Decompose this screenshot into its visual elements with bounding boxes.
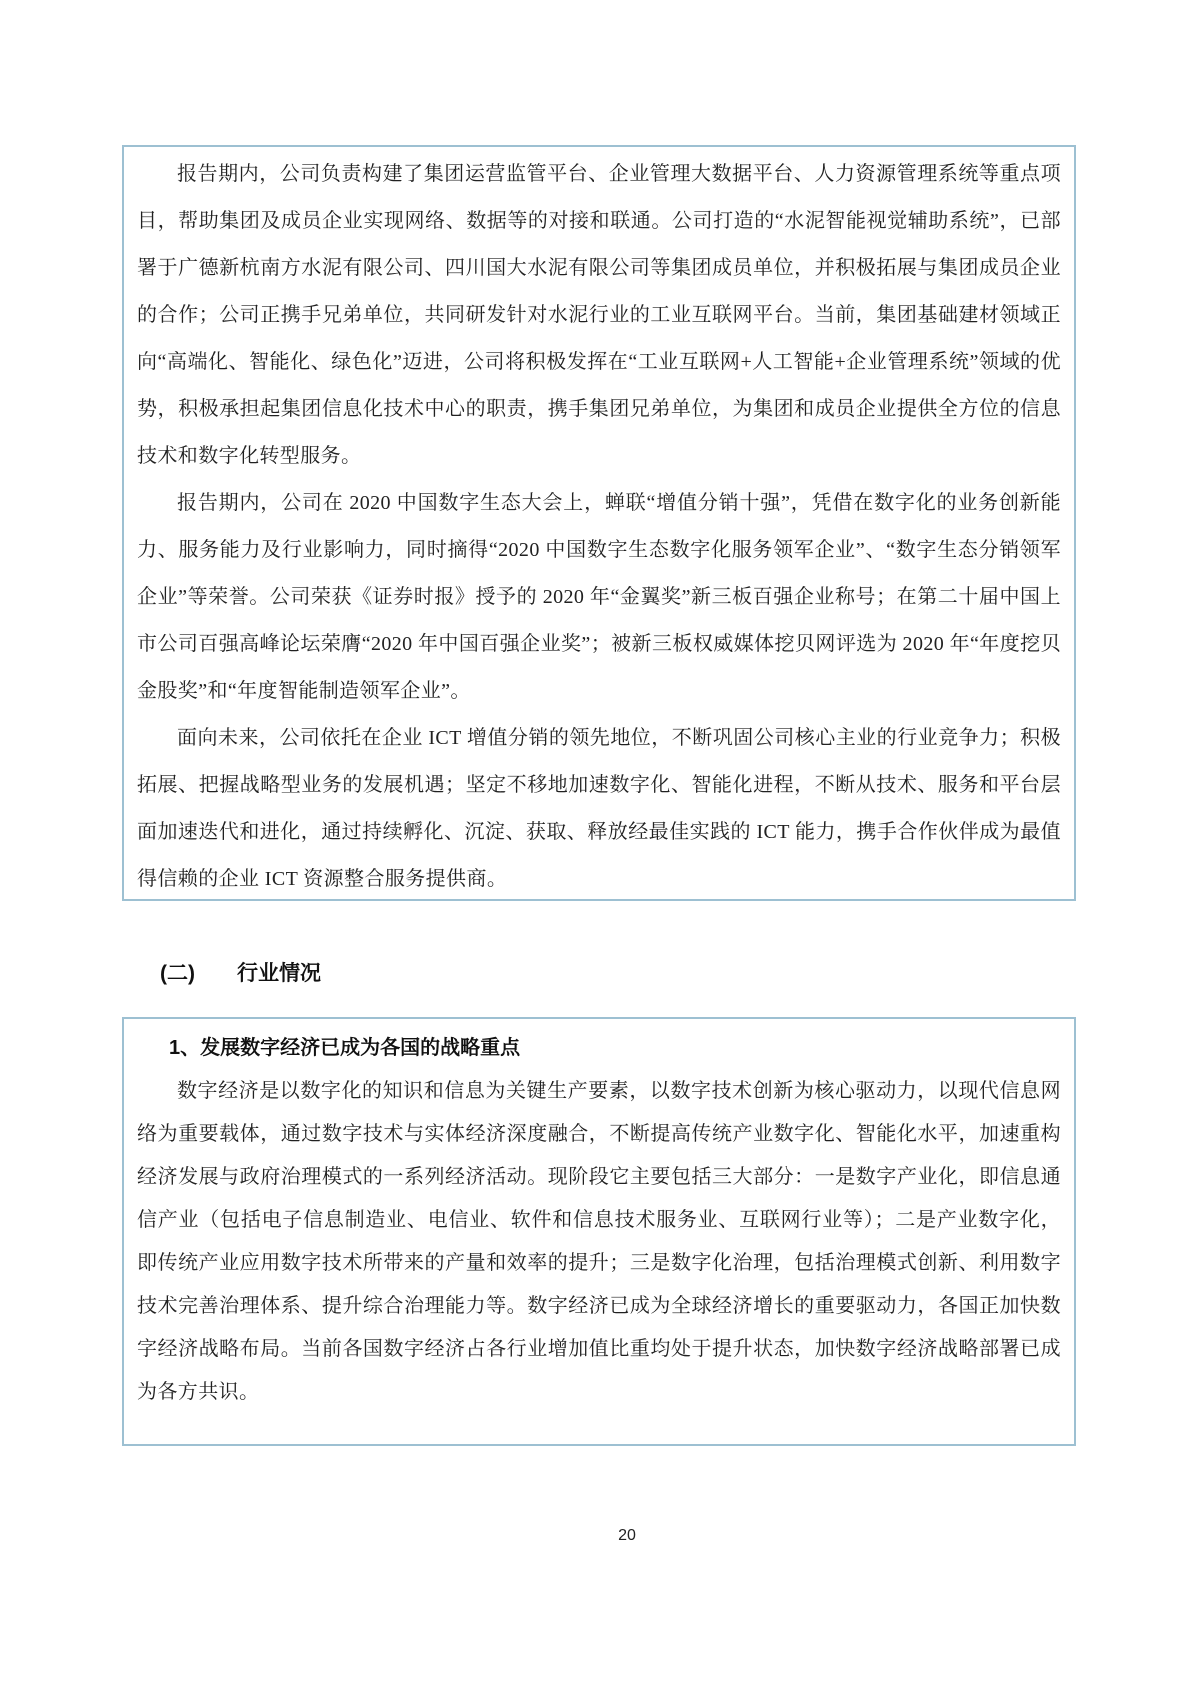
industry-overview-box bbox=[122, 1017, 1076, 1446]
paragraph-business-platforms: 报告期内，公司负责构建了集团运营监管平台、企业管理大数据平台、人力资源管理系统等重点项目，帮助集团及成员企业实现网络、数据等的对接和联通。公司打造的“水泥智能视觉辅助系统”，已部署于广德新杭南方水泥有限公司、四川国大水泥有限公司等集团成员单位，并积极拓展与集团成员企业的合作；公司正携手兄弟单位，共同研发针对水泥行业的工业互联网平台。当前，集团基础建材领域正向“高端化、智能化、绿色化”迈进，公司将积极发挥在“工业互联网+人工智能+企业管理系统”领域的优势，积极承担起集团信息化技术中心的职责，携手集团兄弟单位，为集团和成员企业提供全方位的信息技术和数字化转型服务。 bbox=[137, 163, 1061, 467]
paragraph-future-outlook: 面向未来，公司依托在企业 ICT 增值分销的领先地位，不断巩固公司核心主业的行业竞争力；积极拓展、把握战略型业务的发展机遇；坚定不移地加速数字化、智能化进程，不断从技术、服务和平台层面加速迭代和进化，通过持续孵化、沉淀、获取、释放经最佳实践的 ICT 能力，携手合作伙伴成为最值得信赖的企业 ICT 资源整合服务提供商。 bbox=[137, 727, 1061, 890]
section-title: 行业情况 bbox=[237, 962, 321, 985]
paragraph-digital-economy: 数字经济是以数字化的知识和信息为关键生产要素，以数字技术创新为核心驱动力，以现代信息网络为重要载体，通过数字技术与实体经济深度融合，不断提高传统产业数字化、智能化水平，加速重构经济发展与政府治理模式的一系列经济活动。现阶段它主要包括三大部分：一是数字产业化，即信息通信产业（包括电子信息制造业、电信业、软件和信息技术服务业、互联网行业等）；二是产业数字化，即传统产业应用数字技术所带来的产量和效率的提升；三是数字化治理，包括治理模式创新、利用数字技术完善治理体系、提升综合治理能力等。数字经济已成为全球经济增长的重要驱动力，各国正加快数字经济战略布局。当前各国数字经济占各行业增加值比重均处于提升状态，加快数字经济战略部署已成为各方共识。 bbox=[137, 1080, 1061, 1403]
page-number: 20 bbox=[618, 1527, 636, 1544]
section-heading bbox=[160, 957, 321, 987]
paragraph-awards: 报告期内，公司在 2020 中国数字生态大会上，蝉联“增值分销十强”，凭借在数字化的业务创新能力、服务能力及行业影响力，同时摘得“2020 中国数字生态数字化服务领军企业”、“数字生态分销领军企业”等荣誉。公司荣获《证券时报》授予的 2020 年“金翼奖”新三板百强企业称号；在第二十届中国上市公司百强高峰论坛荣膺“2020 年中国百强企业奖”；被新三板权威媒体挖贝网评选为 2020 年“年度挖贝金股奖”和“年度智能制造领军企业”。 bbox=[137, 492, 1061, 702]
subsection-heading: 1、发展数字经济已成为各国的战略重点 bbox=[169, 1037, 521, 1059]
section-number: (二) bbox=[160, 962, 195, 985]
business-review-box bbox=[122, 145, 1076, 901]
